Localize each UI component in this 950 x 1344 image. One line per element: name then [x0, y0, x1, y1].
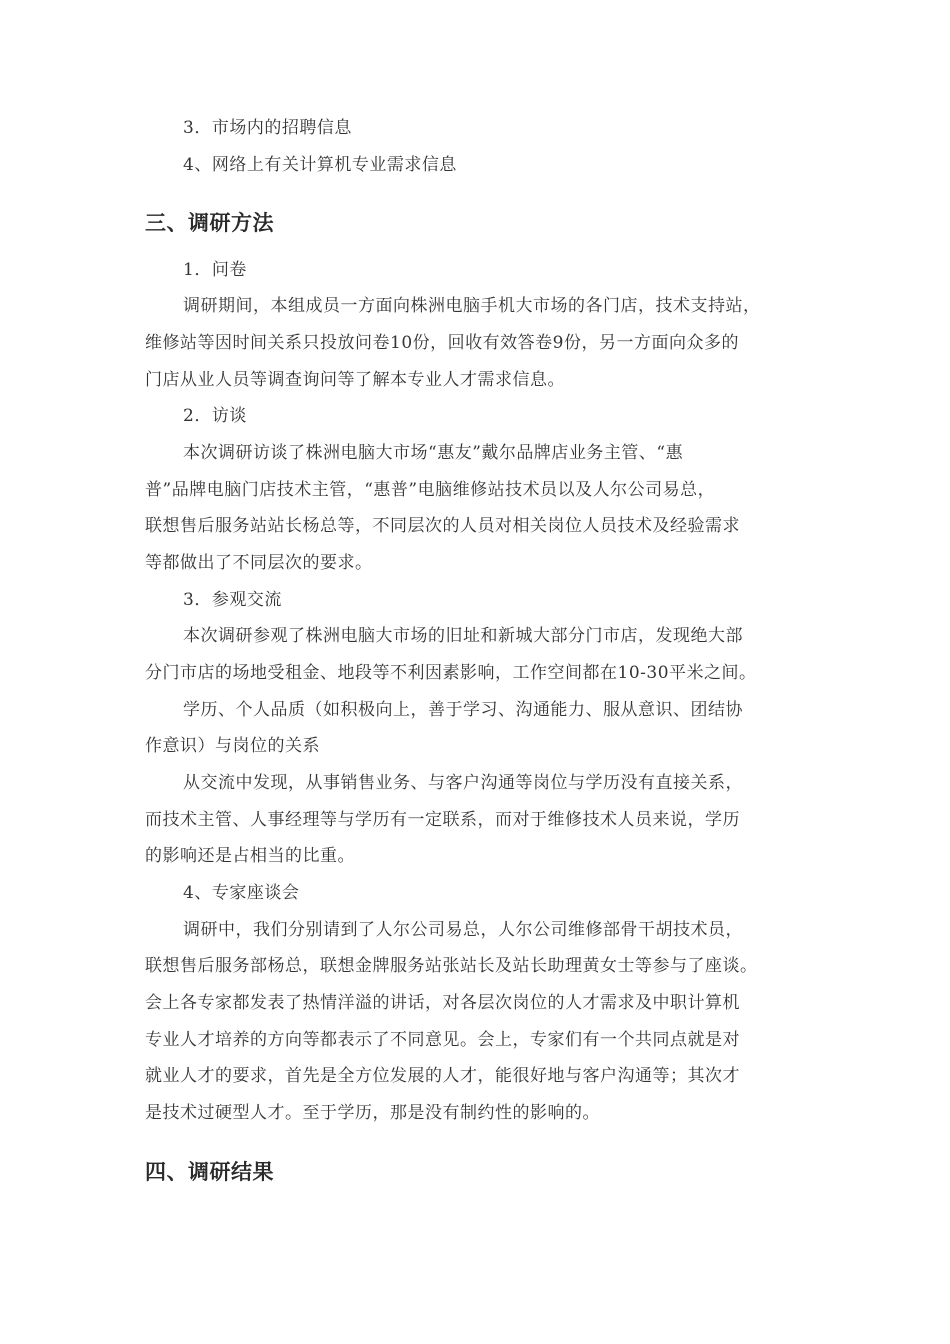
paragraph-line: 的影响还是占相当的比重。	[145, 846, 355, 866]
subheading-expert-forum: 4、专家座谈会	[183, 883, 300, 903]
paragraph-line: 分门市店的场地受租金、地段等不利因素影响，工作空间都在10-30平米之间。	[145, 663, 757, 683]
subheading-interview: 2．访谈	[183, 406, 247, 426]
paragraph-line: 调研中，我们分别请到了人尔公司易总，人尔公司维修部骨干胡技术员，	[183, 920, 743, 940]
section-heading-research-methods: 三、调研方法	[145, 210, 274, 235]
paragraph-line: 从交流中发现，从事销售业务、与客户沟通等岗位与学历没有直接关系，	[183, 773, 743, 793]
paragraph-line: 专业人才培养的方向等都表示了不同意见。会上，专家们有一个共同点就是对	[145, 1030, 740, 1050]
paragraph-line: 联想售后服务部杨总，联想金牌服务站张站长及站长助理黄女士等参与了座谈。	[145, 956, 758, 976]
paragraph-line: 会上各专家都发表了热情洋溢的讲话，对各层次岗位的人才需求及中职计算机	[145, 993, 740, 1013]
paragraph-line: 普”品牌电脑门店技术主管，“惠普”电脑维修站技术员以及人尔公司易总，	[145, 480, 716, 500]
section-heading-research-results: 四、调研结果	[145, 1159, 274, 1184]
paragraph-line: 是技术过硬型人才。至于学历，那是没有制约性的影响的。	[145, 1103, 600, 1123]
paragraph-line: 维修站等因时间关系只投放问卷10份，回收有效答卷9份，另一方面向众多的	[145, 333, 739, 353]
paragraph-line: 调研期间，本组成员一方面向株洲电脑手机大市场的各门店，技术支持站，	[183, 296, 761, 316]
subheading-site-visit: 3．参观交流	[183, 590, 282, 610]
paragraph-line: 作意识）与岗位的关系	[145, 736, 320, 756]
list-item-recruitment-info: 3．市场内的招聘信息	[183, 118, 352, 138]
paragraph-line: 学历、个人品质（如积极向上，善于学习、沟通能力、服从意识、团结协	[183, 700, 743, 720]
paragraph-line: 本次调研访谈了株洲电脑大市场“惠友”戴尔品牌店业务主管、“惠	[183, 443, 684, 463]
list-item-online-demand-info: 4、网络上有关计算机专业需求信息	[183, 155, 457, 175]
paragraph-line: 等都做出了不同层次的要求。	[145, 553, 373, 573]
paragraph-line: 就业人才的要求，首先是全方位发展的人才，能很好地与客户沟通等；其次才	[145, 1066, 740, 1086]
paragraph-line: 联想售后服务站站长杨总等，不同层次的人员对相关岗位人员技术及经验需求	[145, 516, 740, 536]
subheading-questionnaire: 1．问卷	[183, 260, 247, 280]
paragraph-line: 门店从业人员等调查询问等了解本专业人才需求信息。	[145, 370, 565, 390]
paragraph-line: 而技术主管、人事经理等与学历有一定联系，而对于维修技术人员来说，学历	[145, 810, 740, 830]
paragraph-line: 本次调研参观了株洲电脑大市场的旧址和新城大部分门市店，发现绝大部	[183, 626, 743, 646]
